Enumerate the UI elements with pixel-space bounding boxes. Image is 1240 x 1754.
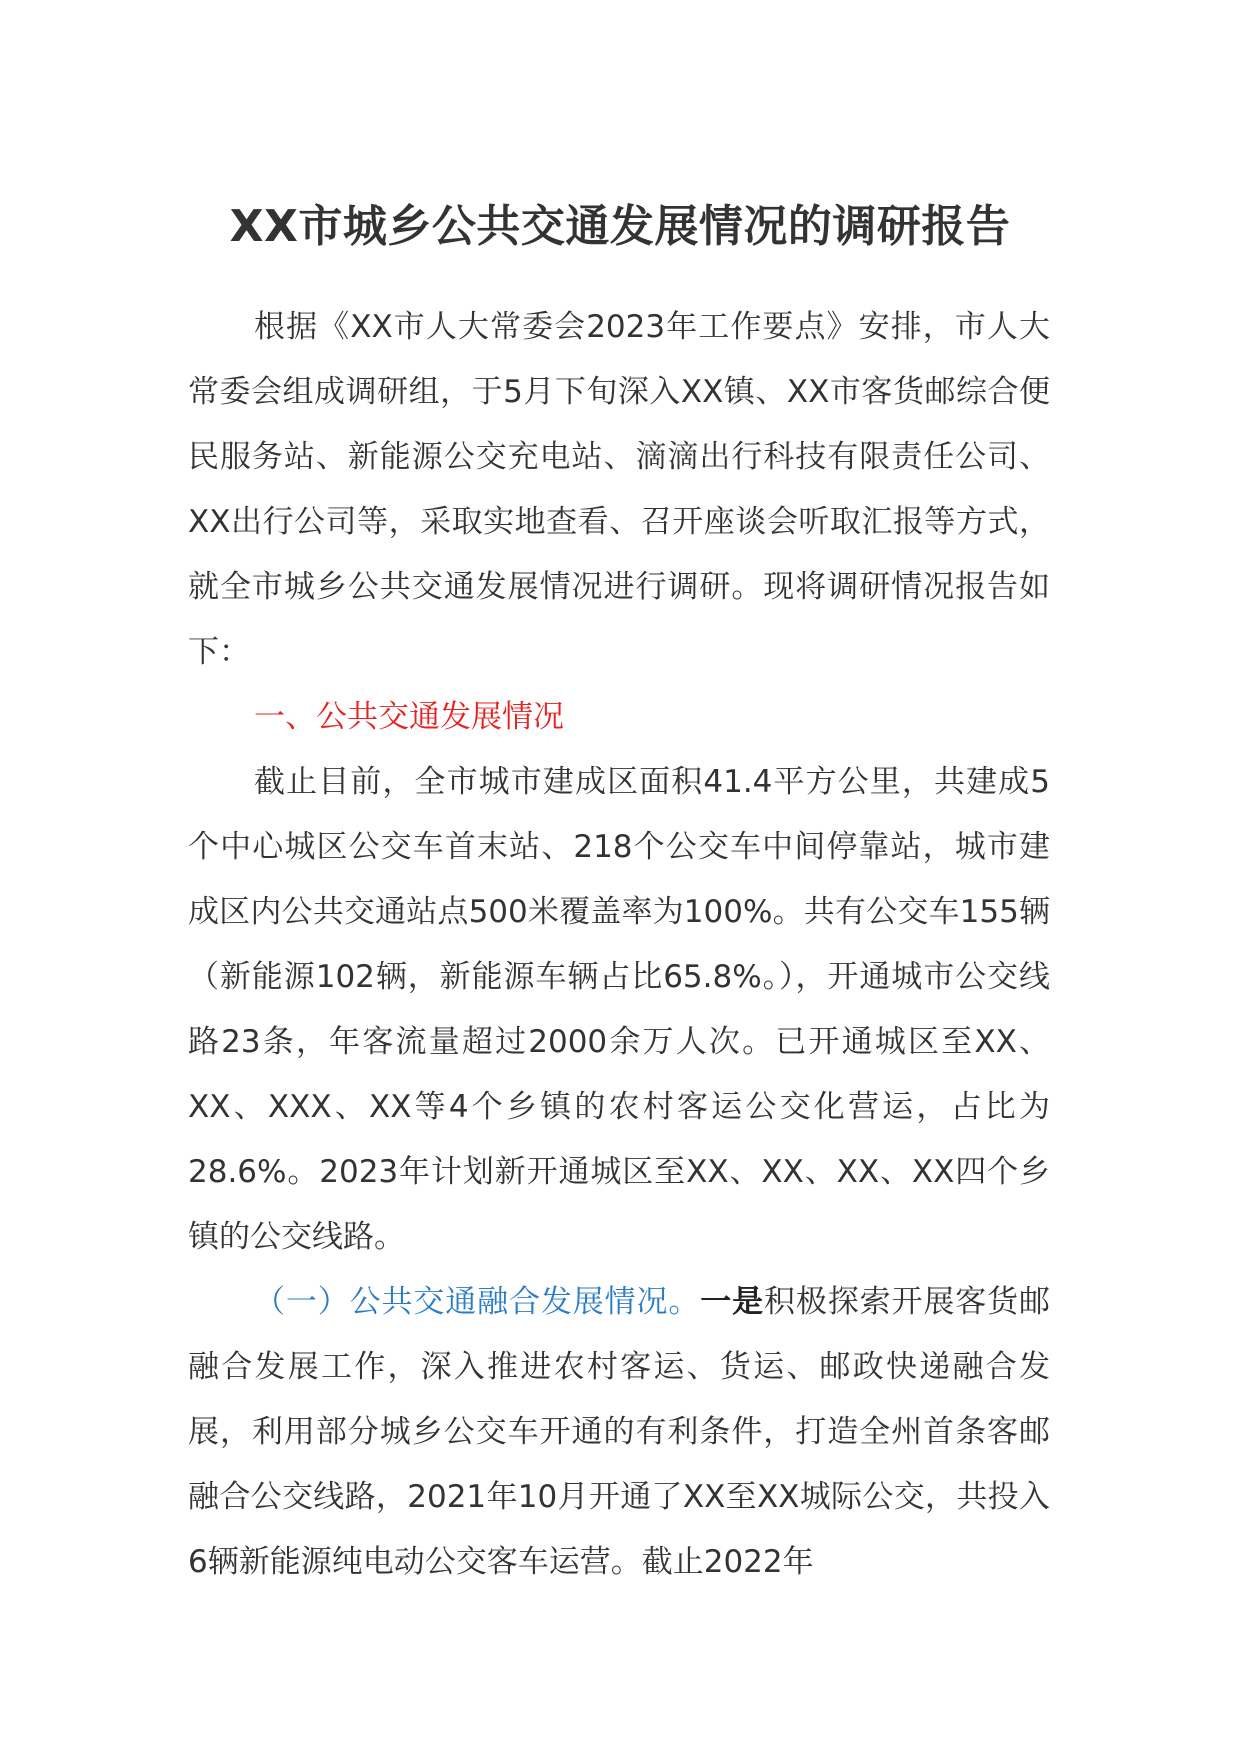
intro-paragraph: 根据《XX市人大常委会2023年工作要点》安排，市人大常委会组成调研组，于5月下旬深入XX镇、XX市客货邮综合便民服务站、新能源公交充电站、滴滴出行科技有限责任公司、XX出行公司等，采取实地查看、召开座谈会听取汇报等方式，就全市城乡公共交通发展情况进行调研。现将调研情况报告如下： (188, 309, 1050, 670)
subsection-lead-term: 一是 (700, 1284, 764, 1320)
document-body (188, 295, 1050, 1595)
subsection-1-text: 积极探索开展客货邮融合发展工作，深入推进农村客运、货运、邮政快递融合发展，利用部分城乡公交车开通的有利条件，打造全州首条客邮融合公交线路，2021年10月开通了XX至XX城际公交，共投入6辆新能源纯电动公交客车运营。截止2022年 (188, 1284, 1050, 1580)
document-title: XX市城乡公共交通发展情况的调研报告 (229, 201, 1011, 252)
section-heading-1: 一、公共交通发展情况 (254, 699, 564, 735)
section-1-paragraph: 截止目前，全市城市建成区面积41.4平方公里，共建成5个中心城区公交车首末站、218个公交车中间停靠站，城市建成区内公共交通站点500米覆盖率为100%。共有公交车155辆（新能源102辆，新能源车辆占比65.8%。），开通城市公交线路23条，年客流量超过2000余万人次。已开通城区至XX、XX、XXX、XX等4个乡镇的农村客运公交化营运，占比为28.6%。2023年计划新开通城区至XX、XX、XX、XX四个乡镇的公交线路。 (188, 764, 1050, 1255)
subsection-1-paragraph (188, 1270, 1050, 1595)
subsection-heading-1: （一）公共交通融合发展情况。 (254, 1284, 701, 1320)
